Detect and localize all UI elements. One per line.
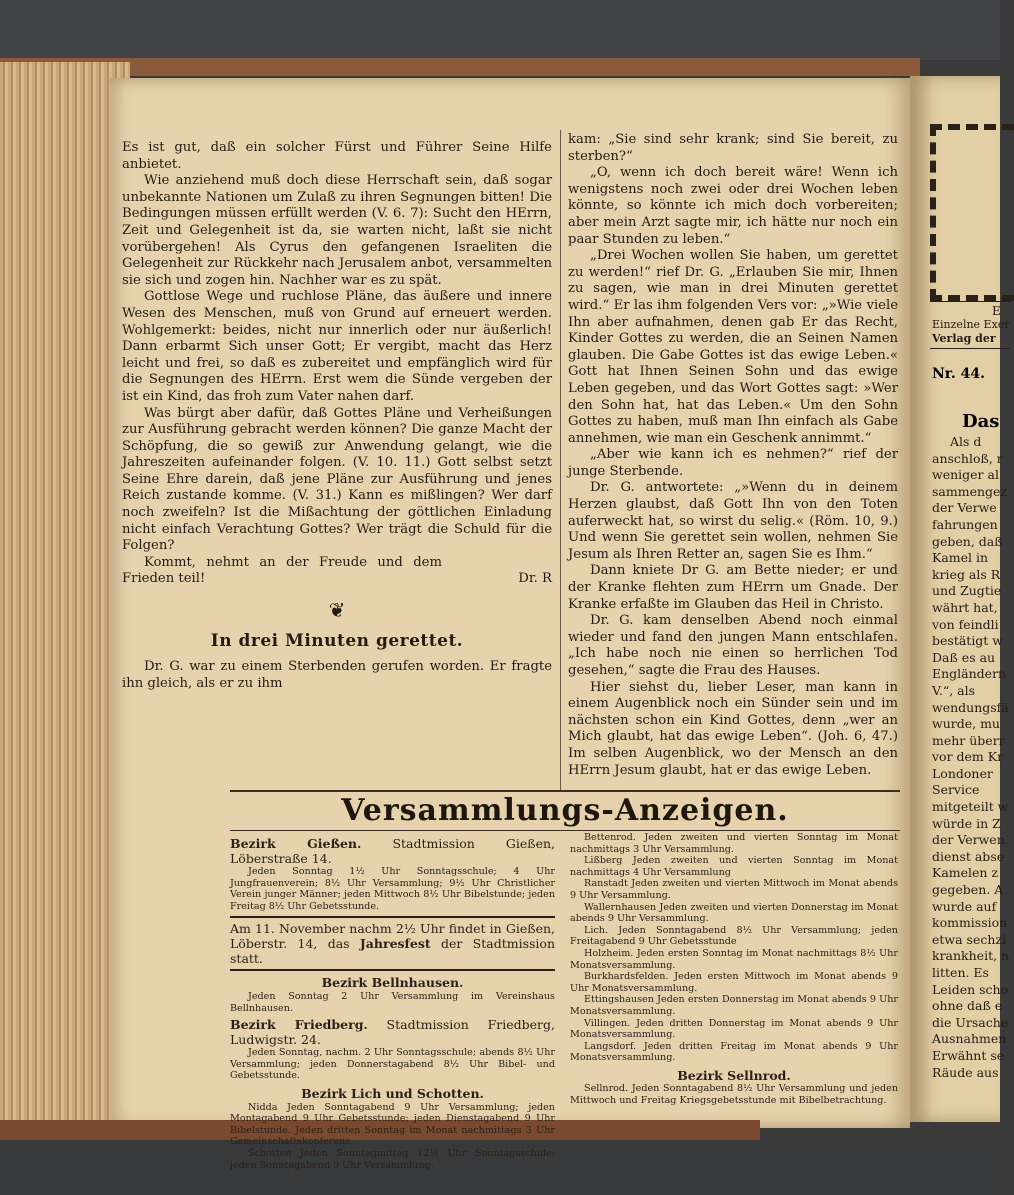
paragraph: kam: „Sie sind sehr krank; sind Sie bereit, zu sterben?“ <box>568 132 898 164</box>
announcement-entry: Lißberg Jeden zweiten und vierten Sonntag im Monat nachmittags 4 Uhr Versammlung <box>570 855 898 878</box>
facing-page-heading: Das <box>962 411 1000 432</box>
facing-page-text: E <box>992 304 1001 318</box>
announcements-left <box>230 836 555 1171</box>
paragraph: „Aber wie kann ich es nehmen?“ rief der junge Sterbende. <box>568 447 898 479</box>
district-schedule: Schotten Jeden Sonntagmittag 12½ Uhr Sonntagsschule; jeden Sonntagabend 9 Uhr Versammlung. <box>230 1147 555 1171</box>
district-address: Stadtmission Friedberg, Ludwigstr. 24. <box>230 1017 555 1048</box>
paragraph: Wie anziehend muß doch diese Herrschaft sein, daß sogar unbekannte Nationen um Zulaß zu ihren Segnungen bitten! Die Bedingungen müssen erfüllt werden (V. 6. 7): Sucht den HErrn, Zeit und Gelegenheit ist da, sie warten nicht, laßt sie nicht vorübergehen! Als Cyrus den gefangenen Israeliten die Gelegenheit zur Rückkehr nach Jerusalem anbot, versammelten sie sich und zogen hin. Nachher war es zu spät. <box>122 173 552 288</box>
facing-page-line: bestätigt w <box>932 633 1004 649</box>
announcement-entry: Burkhardsfelden. Jeden ersten Mittwoch im Monat abends 9 Uhr Monatsversammlung. <box>570 971 898 994</box>
column-divider <box>560 130 561 790</box>
paragraph: „O, wenn ich doch bereit wäre! Wenn ich wenigstens noch zwei oder drei Wochen leben könnte, so könnte ich mich doch vorbereiten; aber mein Arzt sagte mir, ich hätte nur noch ein paar Stunden zu leben.“ <box>568 165 898 247</box>
notice-highlight: Jahresfest <box>359 936 431 952</box>
facing-page-text: Einzelne Exer <box>932 318 1010 331</box>
facing-page-line: V.“, als <box>932 682 976 698</box>
rule <box>930 348 1010 349</box>
facing-page-line: kommission <box>932 915 1008 931</box>
announcement-entry: Langsdorf. Jeden dritten Freitag im Monat abends 9 Uhr Monatsversammlung. <box>570 1040 898 1064</box>
facing-page-line: ohne daß e <box>932 998 1003 1014</box>
rule <box>930 301 1010 302</box>
paragraph: Hier siehst du, lieber Leser, man kann in einem Augenblick noch ein Sünder sein und im nächsten schon ein Kind Gottes, denn „wer an Mich glaubt, hat das ewige Leben“. (Joh. 6, 47.) Im selben Augenblick, wo der Mensch an den HErrn Jesum glaubt, hat er das ewige Leben. <box>568 679 898 778</box>
facing-page-line: Kamelen z <box>932 865 999 881</box>
facing-page-line: krankheit, n <box>932 948 1010 964</box>
paragraph: „Drei Wochen wollen Sie haben, um gerettet zu werden!“ rief Dr. G. „Erlauben Sie mir, Ihnen zu sagen, wie man in drei Minuten gerettet wird.“ Er las ihm folgenden Vers vor: „»Wie viele Ihn aber aufnahmen, denen gab Er das Recht, Kinder Gottes zu werden, die an Seinen Namen glauben. Die Gabe Gottes ist das ewige Leben.« Gott hat Ihnen Seinen Sohn und das ewige Leben gegeben, und das Wort Gottes sagt: »Wer den Sohn hat, hat das Leben.« Um den Sohn Gottes zu haben, muß man Ihn einfach als Gabe annehmen, wie man ein Geschenk annimmt.“ <box>568 248 898 446</box>
closing-line <box>122 555 552 588</box>
facing-page-line: Kamel in <box>932 550 989 566</box>
background-top <box>0 0 1000 60</box>
book-cover-edge-top <box>0 58 920 76</box>
paragraph: Dr. G. antwortete: „»Wenn du in deinem Herzen glaubst, daß Gott Ihn von den Toten auferweckt hat, so wirst du selig.« (Röm. 10, 9.) Und wenn Sie gerettet sein wollen, nehmen Sie Jesum als Ihren Retter an, sagen Sie es Ihm.“ <box>568 480 898 562</box>
facing-page-line: Räude aus <box>932 1064 999 1080</box>
district-schedule: Jeden Sonntag 2 Uhr Versammlung im Vereinshaus Bellnhausen. <box>230 990 555 1014</box>
facing-page-line: geben, daß <box>932 533 1003 549</box>
facing-page-line: weniger al <box>932 467 999 483</box>
facing-page <box>910 76 1010 1122</box>
facing-page-line: krieg als R <box>932 566 1001 582</box>
announcement-entry: Holzheim. Jeden ersten Sonntag im Monat nachmittags 8½ Uhr Monatsversammlung. <box>570 947 898 971</box>
article-title: In drei Minuten gerettet. <box>210 630 464 651</box>
facing-page-line: gegeben. A <box>932 882 1004 898</box>
signature: Dr. R <box>518 571 552 587</box>
facing-page-line: Londoner <box>932 765 993 781</box>
district-schedule: Sellnrod. Jeden Sonntagabend 8½ Uhr Versammlung und jeden Mittwoch und Freitag Kriegsgebetsstunde mit Bibelbetrachtung. <box>570 1083 898 1107</box>
facing-page-line: dienst abse <box>932 848 1005 864</box>
facing-page-line: Ausnahmen <box>932 1031 1007 1047</box>
announcement-entry: Wallernhausen Jeden zweiten und vierten Donnerstag im Monat abends 9 Uhr Versammlung. <box>570 901 898 925</box>
section-rule <box>230 790 900 792</box>
issue-number: Nr. 44. <box>932 366 985 382</box>
announcement-entry: Ranstadt Jeden zweiten und vierten Mittwoch im Monat abends 9 Uhr Versammlung. <box>570 878 898 901</box>
announcement-entry: Lich. Jeden Sonntagabend 8½ Uhr Versammlung; jeden Freitagabend 9 Uhr Gebetsstunde <box>570 924 898 948</box>
paragraph: Es ist gut, daß ein solcher Fürst und Führer Seine Hilfe anbietet. <box>122 140 552 172</box>
announcement-entry: Bettenrod. Jeden zweiten und vierten Sonntag im Monat nachmittags 3 Uhr Versammlung. <box>570 832 898 855</box>
district-address: Stadtmission Gießen, Löberstraße 14. <box>230 836 556 866</box>
jahresfest-notice <box>230 916 555 971</box>
facing-page-line: Leiden scho <box>932 981 1009 997</box>
right-column <box>568 132 898 779</box>
facing-page-column <box>932 434 1009 1081</box>
announcements-right <box>570 832 898 1107</box>
ornament-icon: ❦ <box>328 598 346 623</box>
district-name: Bezirk Bellnhausen. <box>321 975 464 991</box>
district-friedberg <box>230 1017 555 1047</box>
facing-page-line: anschloß, r <box>932 450 1003 466</box>
facing-page-text: Verlag der <box>932 332 996 345</box>
facing-page-line: sammengez <box>932 483 1008 499</box>
facing-page-line: von feindli <box>932 616 999 632</box>
district-giessen <box>230 836 555 866</box>
facing-page-line: die Ursache <box>932 1014 1009 1030</box>
facing-page-line: würde in Z <box>932 815 1001 831</box>
facing-page-line: Service <box>932 782 980 798</box>
district-name: Bezirk Friedberg. <box>230 1017 368 1033</box>
announcement-entry: Ettingshausen Jeden ersten Donnerstag im Monat abends 9 Uhr Monatsversammlung. <box>570 994 898 1017</box>
announcement-entry: Villingen. Jeden dritten Donnerstag im Monat abends 9 Uhr Monatsversammlung. <box>570 1017 898 1041</box>
facing-page-line: wendungsfä <box>932 699 1009 715</box>
announcements-banner: Versammlungs-Anzeigen. <box>341 793 789 828</box>
closing-text: Kommt, nehmt an der Freude und dem Frieden teil! <box>122 554 442 587</box>
paragraph: Was bürgt aber dafür, daß Gottes Pläne und Verheißungen zur Ausführung gebracht werden können? Die ganze Macht der Schöpfung, die so gewiß zur Anwendung gelangt, wie die Jahreszeiten aufeinander folgen. (V. 10. 11.) Gott selbst setzt Seine Ehre darein, daß jene Pläne zur Ausführung und jenes Reich zustande komme. (V. 31.) Kann es mißlingen? Wer darf noch zweifeln? Ist die Mißachtung der göttlichen Einladung nicht einfach Verachtung Gottes? Wer trägt die Schuld für die Folgen? <box>122 405 552 554</box>
district-schedule: Jeden Sonntag, nachm. 2 Uhr Sonntagsschule; abends 8½ Uhr Versammlung; jeden Donnerstagabend 8½ Uhr Bibel- und Gebetsstunde. <box>230 1047 555 1082</box>
facing-page-line: währt hat, <box>932 599 998 615</box>
left-column <box>122 140 552 692</box>
facing-page-line: mitgeteilt w <box>932 799 1009 815</box>
facing-page-line: vor dem Kr <box>932 749 1004 765</box>
facing-page-line: mehr überr <box>932 732 1005 748</box>
notice-text: der Stadtmission statt. <box>230 936 555 967</box>
district-name: Bezirk Sellnrod. <box>677 1067 791 1083</box>
section-rule <box>230 830 900 831</box>
facing-page-line: und Zugtie <box>932 583 1002 599</box>
facing-page-line: fahrungen <box>932 516 998 532</box>
district-name: Bezirk Gießen. <box>230 836 362 851</box>
district-schedule: Nidda Jeden Sonntagabend 9 Uhr Versammlung; jeden Montagabend 9 Uhr Gebetsstunde; jeden Dienstagabend 9 Uhr Bibelstunde. Jeden dritten Sonntag im Monat nachmittags 3 Uhr Gemeinschaftskonferenz. <box>230 1101 555 1148</box>
facing-page-line: der Verwen <box>932 832 1005 848</box>
facing-page-line: wurde, mu <box>932 716 1000 732</box>
facing-page-line: wurde auf <box>932 898 997 914</box>
paragraph: Dr. G. war zu einem Sterbenden gerufen worden. Er fragte ihn gleich, als er zu ihm <box>122 659 552 691</box>
district-name: Bezirk Lich und Schotten. <box>301 1085 484 1101</box>
notice-text: Am 11. November nachm 2½ Uhr findet in Gießen, Löberstr. 14, das <box>230 921 555 952</box>
facing-page-line: Erwähnt se <box>932 1047 1005 1063</box>
facing-page-line: etwa sechzi <box>932 931 1006 947</box>
facing-page-line: Engländern <box>932 666 1007 682</box>
district-schedule: Jeden Sonntag 1½ Uhr Sonntagsschule; 4 Uhr Jungfrauenverein; 8½ Uhr Versammlung; 9½ Uhr Christlicher Verein junger Männer; jeden Mittwoch 8½ Uhr Bibelstunde; jeden Freitag 8½ Uhr Gebetsstunde. <box>230 866 555 912</box>
paragraph: Gottlose Wege und ruchlose Pläne, das äußere und innere Wesen des Menschen, muß von Grund auf erneuert werden. Wohlgemerkt: beides, nicht nur innerlich oder nur äußerlich! Dann erbarmt Sich unser Gott; Er vergibt, macht das Herz leicht und frei, so daß es zubereitet und empfänglich wird für die Segnungen des HErrn. Erst wem die Sünde vergeben der ist ein Kind, das froh zum Vater nahen darf. <box>122 289 552 404</box>
ornamental-frame <box>930 124 1014 301</box>
facing-page-line: der Verwe <box>932 500 997 516</box>
paragraph: Dr. G. kam denselben Abend noch einmal wieder und fand den jungen Mann entschlafen. „Ich habe noch nie einen so herrlichen Tod gesehen,“ sagte die Frau des Hauses. <box>568 613 898 678</box>
paragraph: Dann kniete Dr G. am Bette nieder; er und der Kranke flehten zum HErrn um Gnade. Der Kranke erfaßte im Glauben das Heil in Christo. <box>568 563 898 612</box>
facing-page-line: litten. Es <box>932 965 989 980</box>
facing-page-line: Als d <box>950 434 982 449</box>
facing-page-line: Daß es au <box>932 649 996 665</box>
